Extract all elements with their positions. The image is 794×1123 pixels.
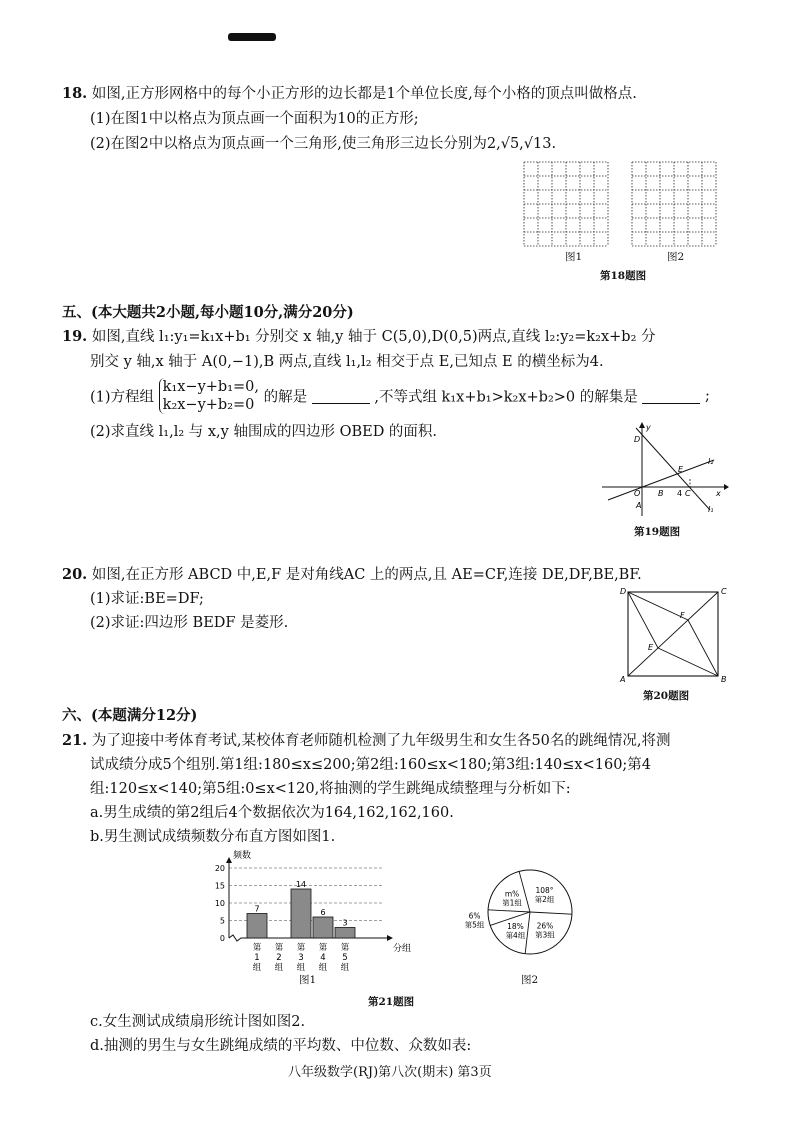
slice-boundary [525, 912, 530, 954]
q21-stem-line2: 试成绩分成5个组别.第1组:180≤x≤200;第2组:160≤x<180;第3组:140≤x<160;第4 [90, 757, 652, 773]
q20-stem: 如图,在正方形 ABCD 中,E,F 是对角线AC 上的两点,且 AE=CF,连接 DE,DF,BE,BF. [91, 567, 642, 583]
answer-blank-2[interactable] [642, 389, 700, 404]
bar-value-label: 6 [320, 908, 326, 917]
bar [291, 889, 311, 938]
equation-2: k₂x−y+b₂=0 [162, 397, 255, 413]
line-l1-label: l₁ [708, 505, 714, 514]
slice-group-label: 第2组 [534, 895, 555, 905]
y-axis-arrow [226, 857, 232, 863]
q19-part1 [90, 378, 710, 414]
tick-4-label: 4 [677, 489, 683, 498]
y-tick-label: 15 [214, 881, 225, 891]
vertex-a-label: A [620, 675, 626, 684]
slice-value-label: m% [504, 889, 520, 899]
bar [247, 914, 267, 939]
q20-caption: 第20题图 [643, 690, 690, 702]
q19-part1-inequality: ,不等式组 k₁x+b₁>k₂x+b₂>0 的解集是 [374, 389, 638, 406]
point-a-label: A [636, 501, 642, 510]
q19-stem-line2: 别交 y 轴,x 轴于 A(0,−1),B 两点,直线 l₁,l₂ 相交于点 E,已知点 E 的横坐标为4. [90, 354, 604, 370]
histogram-figure-1 [205, 848, 445, 978]
q18-grids-figure [520, 158, 720, 260]
category-label: 5 [342, 953, 348, 963]
slice-value-label: 6% [468, 911, 481, 921]
slice-value-label: 18% [507, 921, 524, 931]
fig2-label: 图2 [667, 251, 685, 263]
q19-stem-line1: 如图,直线 l₁:y₁=k₁x+b₁ 分别交 x 轴,y 轴于 C(5,0),D(0,5)两点,直线 l₂:y₂=k₂x+b₂ 分 [91, 329, 656, 345]
scan-mark [228, 33, 276, 41]
category-label: 第 [296, 943, 306, 953]
category-label: 组 [340, 963, 350, 973]
q21-stem-line3: 组:120≤x<140;第5组:0≤x<120,将抽测的学生跳绳成绩整理与分析如下: [90, 781, 571, 797]
y-tick-label: 0 [219, 934, 225, 943]
category-label: 2 [276, 953, 282, 963]
category-label: 组 [252, 963, 262, 973]
category-label: 第 [252, 943, 262, 953]
category-label: 第 [340, 943, 350, 953]
q19-part1-label: (1)方程组 [90, 389, 155, 406]
q21-item-b: b.男生测试成绩频数分布直方图如图1. [90, 829, 336, 845]
y-tick-label: 5 [219, 916, 225, 926]
y-axis-title: 频数 [233, 851, 252, 861]
category-label: 组 [296, 963, 306, 973]
point-c-label: C [685, 489, 691, 498]
grid-figure-2 [632, 162, 716, 246]
section-5-heading: 五、(本大题共2小题,每小题10分,满分20分) [62, 304, 354, 321]
point-b-label: B [658, 489, 664, 498]
pie-caption: 图2 [521, 974, 539, 986]
q21-item-c: c.女生测试成绩扇形统计图如图2. [90, 1014, 306, 1030]
point-d-label: D [634, 435, 641, 444]
question-21-line1 [62, 731, 671, 751]
q18-part1: (1)在图1中以格点为顶点画一个面积为10的正方形; [90, 111, 419, 127]
q21-item-d: d.抽测的男生与女生跳绳成绩的平均数、中位数、众数如表: [90, 1038, 472, 1054]
equation-1: k₁x−y+b₁=0, [162, 379, 260, 395]
x-axis-arrow [387, 935, 393, 941]
y-tick-label: 10 [214, 899, 225, 908]
question-number: 19. [62, 328, 88, 345]
q19-part2: (2)求直线 l₁,l₂ 与 x,y 轴围成的四边形 OBED 的面积. [90, 424, 438, 440]
slice-group-label: 第3组 [535, 930, 555, 940]
question-stem: 如图,正方形网格中的每个小正方形的边长都是1个单位长度,每个小格的顶点叫做格点. [91, 86, 637, 102]
page-footer: 八年级数学(RJ)第八次(期末) 第3页 [288, 1065, 492, 1080]
q19-part1-end: ; [704, 388, 710, 404]
q21-stem-line1: 为了迎接中考体育考试,某校体育老师随机检测了九年级男生和女生各50名的跳绳情况,将测 [91, 733, 671, 749]
category-label: 组 [274, 963, 284, 973]
bar [335, 928, 355, 939]
q20-part2: (2)求证:四边形 BEDF 是菱形. [90, 615, 289, 631]
bar-value-label: 3 [342, 918, 348, 928]
category-label: 第 [318, 943, 328, 953]
origin-label: O [634, 489, 641, 498]
slice-group-label: 第4组 [505, 930, 526, 940]
x-axis-label: x [716, 489, 721, 498]
q20-part1: (1)求证:BE=DF; [90, 591, 204, 607]
point-f-label: F [680, 611, 685, 620]
category-label: 3 [298, 953, 304, 963]
slice-boundary [488, 910, 530, 912]
bar-value-label: 14 [295, 880, 307, 889]
y-tick-label: 20 [214, 864, 225, 873]
category-label: 4 [320, 953, 326, 963]
grid-figure-1 [524, 162, 608, 246]
slice-boundary [530, 912, 572, 914]
question-18 [62, 84, 637, 104]
vertex-b-label: B [721, 675, 727, 684]
slice-group-label: 第1组 [502, 898, 522, 908]
category-label: 组 [318, 963, 328, 973]
histogram-caption: 图1 [299, 974, 317, 986]
fig1-label: 图1 [565, 251, 583, 263]
pie-chart-figure-2 [450, 862, 590, 972]
category-label: 第 [274, 943, 284, 953]
vertex-c-label: C [721, 587, 727, 596]
answer-blank-1[interactable] [312, 389, 370, 404]
q19-coordinate-figure [600, 420, 730, 520]
point-e-label: E [678, 465, 684, 474]
q21-item-a: a.男生成绩的第2组后4个数据依次为164,162,162,160. [90, 805, 454, 821]
q20-square-figure [618, 584, 730, 684]
slice-value-label: 26% [536, 921, 554, 931]
question-number: 18. [62, 85, 88, 102]
question-19-line1 [62, 327, 656, 347]
question-number: 20. [62, 566, 88, 583]
q18-caption: 第18题图 [600, 270, 647, 282]
question-number: 21. [62, 732, 88, 749]
question-20-line1 [62, 565, 642, 585]
q21-caption: 第21题图 [368, 996, 415, 1008]
equation-system [159, 378, 259, 414]
vertex-d-label: D [620, 587, 627, 596]
slice-group-label: 第5组 [464, 920, 485, 930]
q18-part2: (2)在图2中以格点为顶点画一个三角形,使三角形三边长分别为2,√5,√13. [90, 136, 557, 152]
q19-caption: 第19题图 [634, 526, 681, 538]
slice-value-label: 108° [535, 886, 554, 896]
category-label: 1 [254, 953, 260, 963]
line-l2-label: l₂ [708, 457, 714, 466]
y-axis-label: y [646, 423, 651, 432]
q19-part1-mid: 的解是 [263, 389, 308, 406]
point-e-label: E [648, 643, 654, 652]
section-6-heading: 六、(本题满分12分) [62, 707, 198, 724]
bar [313, 917, 333, 938]
bar-value-label: 7 [254, 904, 260, 914]
x-axis-title: 分组 [393, 944, 412, 954]
